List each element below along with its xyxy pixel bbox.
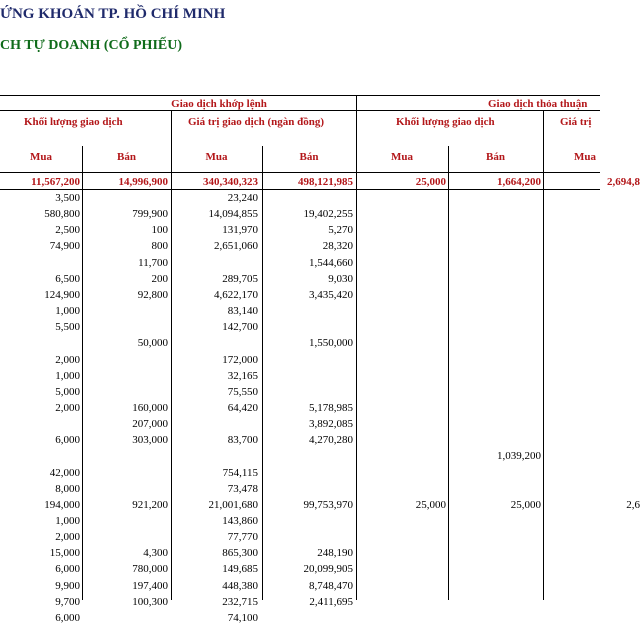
table-cell: 2,000 <box>55 354 80 366</box>
table-cell: 207,000 <box>132 418 168 430</box>
table-cell: 19,402,255 <box>303 208 353 220</box>
table-cell: 2,651,060 <box>214 240 258 252</box>
table-cell: 20,099,905 <box>303 563 353 575</box>
table-cell: 32,165 <box>227 370 258 382</box>
table-cell: 2,411,695 <box>309 596 353 608</box>
header-sell: Bán <box>486 151 505 163</box>
table-cell: 100,300 <box>132 596 168 608</box>
table-cell: 5,000 <box>55 386 80 398</box>
table-cell: 25,000 <box>415 499 446 511</box>
table-cell: 6,000 <box>55 563 80 575</box>
table-cell: 448,380 <box>222 580 258 592</box>
header-buy: Mua <box>205 151 228 163</box>
table-cell: 1,039,200 <box>497 450 541 462</box>
table-cell: 1,000 <box>55 305 80 317</box>
table-cell: 77,770 <box>227 531 258 543</box>
table-cell: 2,6 <box>626 499 640 511</box>
table-cell: 92,800 <box>137 289 168 301</box>
table-cell: 100 <box>151 224 168 236</box>
table-cell: 303,000 <box>132 434 168 446</box>
table-cell: 9,700 <box>55 596 80 608</box>
table-cell: 194,000 <box>44 499 80 511</box>
table-cell: 74,100 <box>227 612 258 624</box>
totals-cell: 14,996,900 <box>118 176 168 188</box>
table-cell: 289,705 <box>222 273 258 285</box>
table-cell: 74,900 <box>49 240 80 252</box>
table-cell: 3,500 <box>55 192 80 204</box>
header-negotiated-volume: Khối lượng giao dịch <box>396 116 495 128</box>
table-cell: 4,622,170 <box>214 289 258 301</box>
table-cell: 3,435,420 <box>309 289 353 301</box>
table-cell: 8,000 <box>55 483 80 495</box>
table-cell: 8,748,470 <box>309 580 353 592</box>
table-cell: 865,300 <box>222 547 258 559</box>
table-cell: 6,500 <box>55 273 80 285</box>
totals-divider <box>0 189 600 190</box>
table-cell: 42,000 <box>49 467 80 479</box>
table-cell: 21,001,680 <box>208 499 258 511</box>
table-cell: 780,000 <box>132 563 168 575</box>
table-cell: 6,000 <box>55 612 80 624</box>
table-cell: 1,544,660 <box>309 257 353 269</box>
table-cell: 197,400 <box>132 580 168 592</box>
table-cell: 9,900 <box>55 580 80 592</box>
table-cell: 160,000 <box>132 402 168 414</box>
table-cell: 4,270,280 <box>309 434 353 446</box>
table-cell: 99,753,970 <box>303 499 353 511</box>
totals-cell: 498,121,985 <box>298 176 353 188</box>
table-cell: 3,892,085 <box>309 418 353 430</box>
table-cell: 754,115 <box>222 467 258 479</box>
totals-cell: 1,664,200 <box>497 176 541 188</box>
table-cell: 131,970 <box>222 224 258 236</box>
table-cell: 75,550 <box>227 386 258 398</box>
table-cell: 921,200 <box>132 499 168 511</box>
col-divider <box>356 95 357 600</box>
table-cell: 9,030 <box>328 273 353 285</box>
table-cell: 800 <box>151 240 168 252</box>
table-cell: 124,900 <box>44 289 80 301</box>
table-cell: 5,500 <box>55 321 80 333</box>
table-cell: 248,190 <box>317 547 353 559</box>
table-cell: 4,300 <box>143 547 168 559</box>
table-cell: 580,800 <box>44 208 80 220</box>
table-cell: 14,094,855 <box>208 208 258 220</box>
col-divider <box>448 146 449 600</box>
header-sell: Bán <box>117 151 136 163</box>
page-subtitle: CH TỰ DOANH (CỔ PHIẾU) <box>0 38 182 53</box>
table-cell: 172,000 <box>222 354 258 366</box>
header-matched-group: Giao dịch khớp lệnh <box>171 98 267 110</box>
table-cell: 2,500 <box>55 224 80 236</box>
header-buy: Mua <box>574 151 596 163</box>
header-buy: Mua <box>391 151 413 163</box>
table-top-border <box>0 95 600 96</box>
table-cell: 232,715 <box>222 596 258 608</box>
totals-cell: 11,567,200 <box>31 176 80 188</box>
table-cell: 15,000 <box>49 547 80 559</box>
table-cell: 149,685 <box>222 563 258 575</box>
table-cell: 83,140 <box>227 305 258 317</box>
table-cell: 50,000 <box>137 337 168 349</box>
table-cell: 11,700 <box>138 257 168 269</box>
table-cell: 1,550,000 <box>309 337 353 349</box>
page-title: ỨNG KHOÁN TP. HỒ CHÍ MINH <box>0 6 226 22</box>
totals-cell: 25,000 <box>415 176 446 188</box>
table-cell: 1,000 <box>55 515 80 527</box>
table-cell: 83,700 <box>227 434 258 446</box>
table-cell: 200 <box>151 273 168 285</box>
table-cell: 73,478 <box>227 483 258 495</box>
header-negotiated-value: Giá trị <box>560 116 592 128</box>
table-cell: 64,420 <box>227 402 258 414</box>
table-cell: 5,270 <box>328 224 353 236</box>
table-cell: 142,700 <box>222 321 258 333</box>
table-cell: 1,000 <box>55 370 80 382</box>
header-value: Giá trị giao dịch (ngàn đồng) <box>188 116 324 128</box>
header-negotiated-group: Giao dịch thỏa thuận <box>488 98 588 110</box>
table-cell: 28,320 <box>322 240 353 252</box>
column-header-divider <box>0 172 600 173</box>
table-cell: 2,000 <box>55 402 80 414</box>
table-cell: 2,000 <box>55 531 80 543</box>
table-cell: 143,860 <box>222 515 258 527</box>
table-cell: 6,000 <box>55 434 80 446</box>
header-buy: Mua <box>30 151 52 163</box>
table-cell: 23,240 <box>227 192 258 204</box>
header-sell: Bán <box>299 151 319 163</box>
table-cell: 5,178,985 <box>309 402 353 414</box>
header-volume: Khối lượng giao dịch <box>24 116 123 128</box>
totals-cell: 340,340,323 <box>203 176 258 188</box>
table-cell: 25,000 <box>510 499 541 511</box>
table-cell: 799,900 <box>132 208 168 220</box>
totals-cell: 2,694,8 <box>607 176 640 188</box>
